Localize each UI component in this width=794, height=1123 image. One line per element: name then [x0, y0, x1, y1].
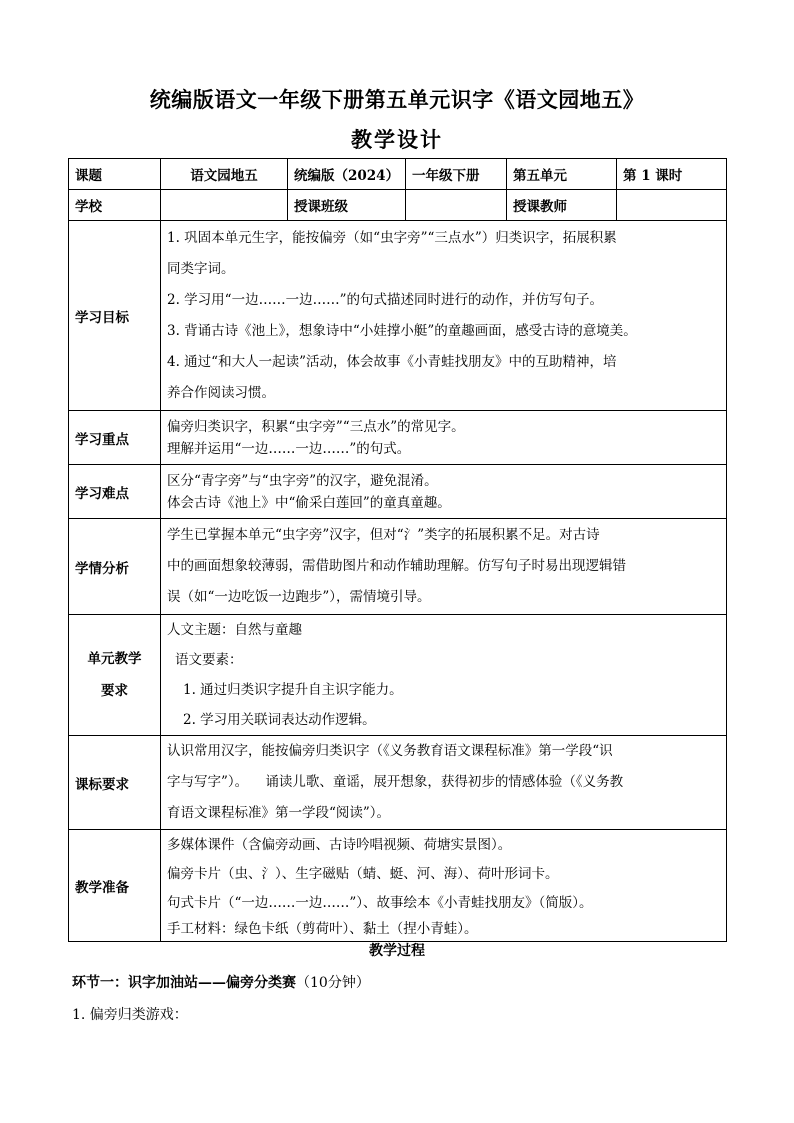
standard-content: [161, 736, 727, 830]
goals-row: [69, 221, 727, 411]
preparation-line: 手工材料：绿色卡纸（剪荷叶）、黏土（捏小青蛙）。: [167, 921, 478, 937]
analysis-row: [69, 519, 727, 615]
step-one-title: 环节一：识字加油站——偏旁分类赛: [72, 975, 296, 991]
standard-row: [69, 736, 727, 830]
step-one-item: 1. 偏旁归类游戏：: [72, 1007, 188, 1023]
label-teacher: 授课教师: [507, 190, 617, 221]
document-subtitle: 教学设计: [351, 127, 443, 152]
label-preparation: 教学准备: [69, 830, 161, 942]
key-point-line: 理解并运用“一边……一边……”的句式。: [167, 440, 411, 457]
standard-line: 认识常用汉字，能按偏旁归类识字（《义务教育语文课程标准》第一学段“识: [167, 743, 613, 759]
teacher-value: [617, 190, 727, 221]
step-one: [72, 972, 370, 992]
unit-requirements-content: [161, 615, 727, 736]
label-unit-line1: 单元教学: [87, 651, 142, 667]
school-row: [69, 190, 727, 221]
unit-value: 第五单元: [507, 159, 617, 190]
unit-element-item: 2. 学习用关联词表达动作逻辑。: [183, 712, 376, 728]
label-standard: 课标要求: [69, 736, 161, 830]
unit-elements-heading: 语文要素：: [175, 652, 243, 668]
key-point-line: 偏旁归类识字，积累“虫字旁”“三点水”的常见字。: [167, 418, 465, 435]
step-one-time: （10分钟）: [296, 975, 370, 991]
analysis-content: [161, 519, 727, 615]
process-heading: 教学过程: [369, 943, 425, 959]
analysis-line: 误（如“一边吃饭一边跑步”），需情境引导。: [167, 589, 431, 605]
lesson-plan-table: [68, 158, 727, 942]
difficulty-line: 体会古诗《池上》中“偷采白莲回”的童真童趣。: [167, 494, 451, 511]
edition-value: 统编版（2024）: [288, 159, 406, 190]
label-analysis: 学情分析: [69, 519, 161, 615]
preparation-line: 偏旁卡片（虫、氵）、生字磁贴（蜻、蜓、河、海）、荷叶形词卡。: [167, 866, 559, 882]
difficulties-content: [161, 465, 727, 519]
goal-line: 2. 学习用“一边……一边……”的句式描述同时进行的动作，并仿写句子。: [167, 291, 603, 308]
preparation-row: [69, 830, 727, 942]
standard-line: 字与写字”）。 诵读儿歌、童谣，展开想象，获得初步的情感体验（《义务教: [167, 774, 624, 790]
difficulties-row: [69, 465, 727, 519]
grade-value: 一年级下册: [406, 159, 507, 190]
label-school: 学校: [69, 190, 161, 221]
preparation-content: [161, 830, 727, 942]
goal-line: 3. 背诵古诗《池上》，想象诗中“小娃撑小艇”的童趣画面，感受古诗的意境美。: [167, 322, 637, 339]
label-unit-line2: 要求: [101, 683, 128, 699]
unit-element-item: 1. 通过归类识字提升自主识字能力。: [183, 682, 403, 698]
header-row: [69, 159, 727, 190]
label-goals: 学习目标: [69, 221, 161, 411]
goal-line: 养合作阅读习惯。: [167, 384, 275, 401]
label-topic: 课题: [69, 159, 161, 190]
unit-theme: 人文主题：自然与童趣: [167, 622, 302, 638]
document-title: 统编版语文一年级下册第五单元识字《语文园地五》: [149, 87, 645, 112]
topic-value: 语文园地五: [161, 159, 288, 190]
key-points-content: [161, 411, 727, 465]
label-class: 授课班级: [288, 190, 406, 221]
analysis-line: 学生已掌握本单元“虫字旁”汉字，但对“氵”类字的拓展积累不足。对古诗: [167, 527, 600, 543]
goal-line: 4. 通过“和大人一起读”活动，体会故事《小青蛙找朋友》中的互助精神，培: [167, 353, 617, 370]
label-difficulties: 学习难点: [69, 465, 161, 519]
label-unit-requirements: [69, 615, 161, 736]
preparation-line: 句式卡片（“一边……一边……”）、故事绘本《小青蛙找朋友》（简版）。: [167, 895, 593, 911]
unit-requirements-row: [69, 615, 727, 736]
preparation-line: 多媒体课件（含偏旁动画、古诗吟唱视频、荷塘实景图）。: [167, 837, 512, 853]
goal-line: 1. 巩固本单元生字，能按偏旁（如“虫字旁”“三点水”）归类识字，拓展积累: [167, 229, 617, 246]
goal-line: 同类字词。: [167, 260, 235, 277]
lesson-value: 第 1 课时: [617, 159, 727, 190]
standard-line: 育语文课程标准》第一学段“阅读”）。: [167, 805, 391, 821]
key-points-row: [69, 411, 727, 465]
goals-content: [161, 221, 727, 411]
class-value: [406, 190, 507, 221]
difficulty-line: 区分“青字旁”与“虫字旁”的汉字，避免混淆。: [167, 472, 438, 489]
analysis-line: 中的画面想象较薄弱，需借助图片和动作辅助理解。仿写句子时易出现逻辑错: [167, 558, 626, 574]
school-value: [161, 190, 288, 221]
label-key-points: 学习重点: [69, 411, 161, 465]
